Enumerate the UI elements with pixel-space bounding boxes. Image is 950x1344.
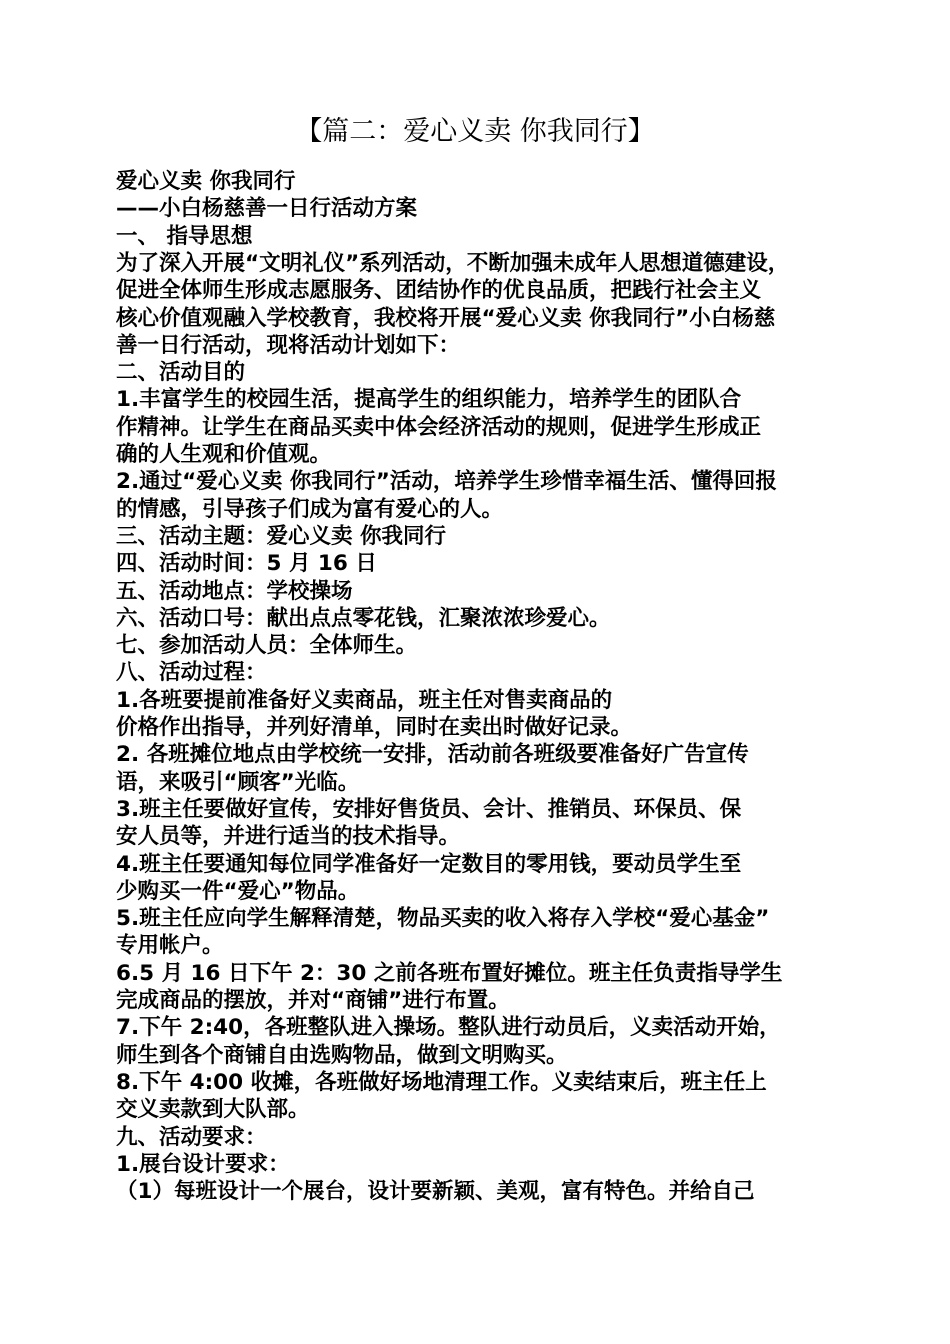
body-line: 七、参加活动人员：全体师生。	[116, 633, 418, 659]
body-line: 专用帐户。	[116, 933, 224, 959]
body-line: 5.班主任应向学生解释清楚，物品买卖的收入将存入学校“爱心基金”	[116, 906, 770, 932]
body-line: 1.丰富学生的校园生活，提高学生的组织能力，培养学生的团队合	[116, 387, 742, 413]
body-line: 四、活动时间：5 月 16 日	[116, 551, 377, 577]
document-title: 【篇二：爱心义卖 你我同行】	[295, 116, 655, 147]
body-line: 3.班主任要做好宣传，安排好售货员、会计、推销员、环保员、保	[116, 796, 742, 822]
body-line: 2. 各班摊位地点由学校统一安排，活动前各班级要准备好广告宣传	[116, 742, 749, 768]
body-line: 为了深入开展“文明礼仪”系列活动，不断加强未成年人思想道德建设，	[116, 250, 790, 276]
body-line: 完成商品的摆放，并对“商铺”进行布置。	[116, 988, 510, 1013]
body-line: 6.5 月 16 日下午 2：30 之前各班布置好摊位。班主任负责指导学生	[116, 960, 783, 986]
body-line: 促进全体师生形成志愿服务、团结协作的优良品质，把践行社会主义	[116, 278, 762, 304]
body-line: 作精神。让学生在商品买卖中体会经济活动的规则，促进学生形成正	[116, 414, 762, 440]
body-line: 交义卖款到大队部。	[116, 1097, 310, 1123]
body-line: 的情感，引导孩子们成为富有爱心的人。	[116, 496, 504, 522]
body-line: 确的人生观和价值观。	[116, 442, 332, 467]
body-line: 五、活动地点：学校操场	[116, 578, 353, 604]
body-line: 4.班主任要通知每位同学准备好一定数目的零用钱，要动员学生至	[116, 851, 742, 877]
body-line: 8.下午 4:00 收摊，各班做好场地清理工作。义卖结束后，班主任上	[116, 1069, 767, 1095]
body-line: 价格作出指导，并列好清单，同时在卖出时做好记录。	[116, 715, 633, 740]
body-line: 爱心义卖 你我同行	[116, 169, 296, 194]
body-line: 安人员等，并进行适当的技术指导。	[116, 824, 461, 850]
body-line: 少购买一件“爱心”物品。	[116, 878, 360, 904]
body-line: 三、活动主题：爱心义卖 你我同行	[116, 523, 446, 549]
body-line: 语，来吸引“顾客”光临。	[116, 769, 360, 795]
body-line: 善一日行活动，现将活动计划如下：	[116, 332, 461, 358]
body-line: 核心价值观融入学校教育，我校将开展“爱心义卖 你我同行”小白杨慈	[116, 305, 776, 331]
body-line: 六、活动口号：献出点点零花钱，汇聚浓浓珍爱心。	[116, 605, 611, 631]
body-line: 二、活动目的	[116, 360, 246, 386]
body-line: 一、 指导思想	[116, 223, 253, 249]
body-line: 八、活动过程：	[116, 660, 267, 686]
body-line: （1）每班设计一个展台，设计要新颖、美观，富有特色。并给自己	[116, 1179, 755, 1205]
body-line: 师生到各个商铺自由选购物品，做到文明购买。	[116, 1042, 568, 1068]
body-line: 1.各班要提前准备好义卖商品，班主任对售卖商品的	[116, 687, 613, 713]
body-line: 7.下午 2:40，各班整队进入操场。整队进行动员后，义卖活动开始，	[116, 1015, 781, 1041]
body-line: ——小白杨慈善一日行活动方案	[116, 196, 418, 222]
body-line: 九、活动要求：	[116, 1124, 267, 1150]
body-line: 2.通过“爱心义卖 你我同行”活动，培养学生珍惜幸福生活、懂得回报	[116, 469, 777, 495]
body-line: 1.展台设计要求：	[116, 1151, 290, 1177]
